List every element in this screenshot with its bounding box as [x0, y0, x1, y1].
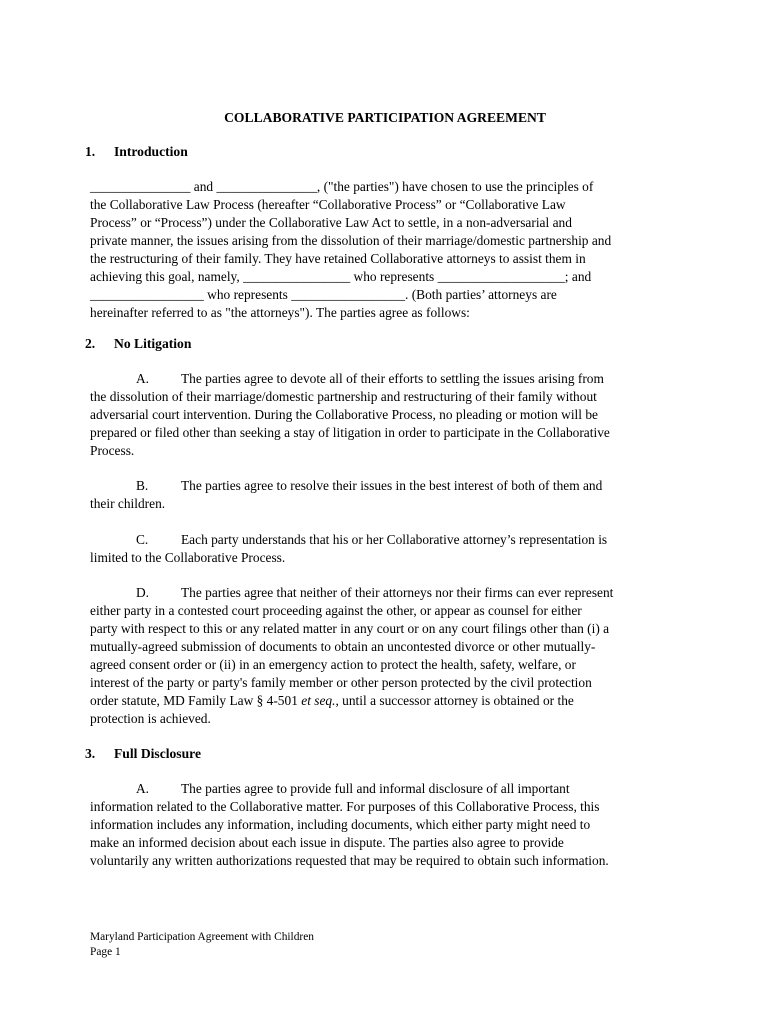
- footer-page-number: Page 1: [90, 946, 121, 958]
- footer-document-name: Maryland Participation Agreement with Children: [90, 931, 314, 943]
- section-1-heading: [85, 143, 188, 161]
- document-title: COLLABORATIVE PARTICIPATION AGREEMENT: [224, 110, 546, 125]
- text-line: their children.: [90, 496, 166, 511]
- section-title: Introduction: [114, 144, 188, 159]
- subsection-label: A.: [136, 781, 150, 796]
- text-line: protection is achieved.: [90, 711, 211, 726]
- text-line: agreed consent order or (ii) in an emergency action to protect the health, safety, welfare, or: [90, 657, 576, 672]
- text-line: either party in a contested court proceeding against the other, or appear as counsel for either: [90, 603, 582, 618]
- subsection-label: C.: [136, 532, 149, 547]
- text-line: [90, 692, 690, 710]
- text-line: Process.: [90, 443, 135, 458]
- text-line: hereinafter referred to as "the attorneys"). The parties agree as follows:: [90, 305, 470, 320]
- text-line: prepared or filed other than seeking a stay of litigation in order to participate in the Collaborative: [90, 425, 610, 440]
- text-line: _______________ and _______________, ("the parties") have chosen to use the principles of: [90, 179, 594, 194]
- text-line: [90, 780, 690, 798]
- section-2d-paragraph: [90, 584, 690, 728]
- text-line: information related to the Collaborative matter. For purposes of this Collaborative Process, this: [90, 799, 600, 814]
- text-content: order statute, MD Family Law § 4-501: [90, 693, 302, 708]
- subsection-label: B.: [136, 478, 149, 493]
- section-number: 1.: [85, 144, 96, 159]
- text-line: [90, 370, 690, 388]
- text-line: mutually-agreed submission of documents to obtain an uncontested divorce or other mutually-: [90, 639, 596, 654]
- text-line: the restructuring of their family. They have retained Collaborative attorneys to assist them in: [90, 251, 586, 266]
- text-line: _________________ who represents _________________. (Both parties’ attorneys are: [90, 287, 557, 302]
- text-line: information includes any information, including documents, which either party might need to: [90, 817, 591, 832]
- section-3a-paragraph: [90, 780, 690, 870]
- text-line: [90, 531, 690, 549]
- page-footer: [90, 930, 314, 960]
- text-line: make an informed decision about each issue in dispute. The parties also agree to provide: [90, 835, 564, 850]
- section-title: No Litigation: [114, 336, 192, 351]
- text-content: , until a successor attorney is obtained or the: [335, 693, 574, 708]
- subsection-label: A.: [136, 371, 150, 386]
- text-content: The parties agree that neither of their attorneys nor their firms can ever represent: [181, 585, 614, 600]
- text-content: The parties agree to resolve their issues in the best interest of both of them and: [181, 478, 603, 493]
- section-3-heading: [85, 745, 201, 763]
- text-line: interest of the party or party's family member or other person protected by the civil protection: [90, 675, 592, 690]
- text-line: limited to the Collaborative Process.: [90, 550, 286, 565]
- text-line: [90, 584, 690, 602]
- text-line: adversarial court intervention. During the Collaborative Process, no pleading or motion will be: [90, 407, 598, 422]
- section-2c-paragraph: [90, 531, 690, 567]
- text-line: the dissolution of their marriage/domestic partnership and restructuring of their family without: [90, 389, 597, 404]
- text-line: party with respect to this or any related matter in any court or on any court filings other than (i) a: [90, 621, 610, 636]
- section-2-heading: [85, 335, 191, 353]
- section-1-paragraph: [90, 178, 690, 322]
- italic-text: et seq.: [301, 693, 336, 708]
- text-line: [90, 477, 690, 495]
- text-line: Process” or “Process”) under the Collaborative Law Act to settle, in a non-adversarial and: [90, 215, 572, 230]
- text-line: voluntarily any written authorizations requested that may be required to obtain such information.: [90, 853, 609, 868]
- text-content: The parties agree to devote all of their efforts to settling the issues arising from: [181, 371, 604, 386]
- section-number: 2.: [85, 336, 96, 351]
- section-2a-paragraph: [90, 370, 690, 460]
- section-title: Full Disclosure: [114, 746, 201, 761]
- text-line: the Collaborative Law Process (hereafter “Collaborative Process” or “Collaborative Law: [90, 197, 566, 212]
- section-2b-paragraph: [90, 477, 690, 513]
- subsection-label: D.: [136, 585, 150, 600]
- text-content: Each party understands that his or her Collaborative attorney’s representation is: [181, 532, 608, 547]
- text-line: private manner, the issues arising from the dissolution of their marriage/domestic partnership and: [90, 233, 612, 248]
- section-number: 3.: [85, 746, 96, 761]
- text-line: achieving this goal, namely, ________________ who represents ___________________; and: [90, 269, 592, 284]
- text-content: The parties agree to provide full and informal disclosure of all important: [181, 781, 570, 796]
